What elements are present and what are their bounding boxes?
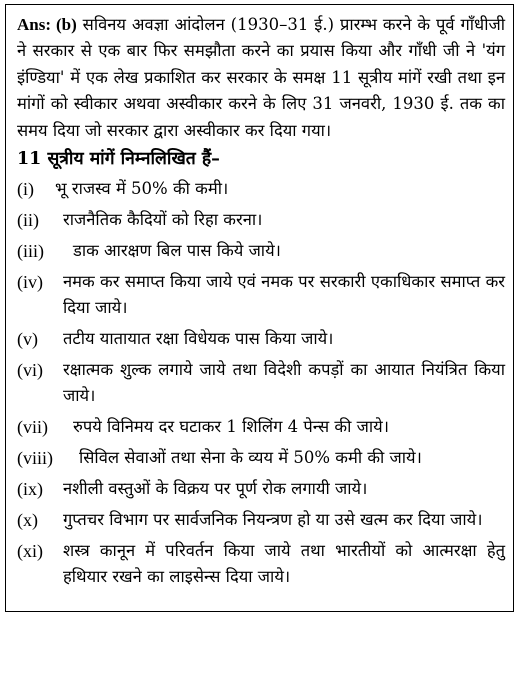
demand-item xyxy=(17,269,505,321)
demand-number: (viii) xyxy=(17,448,53,469)
demand-item xyxy=(17,476,505,502)
demand-number: (v) xyxy=(17,329,38,350)
answer-box xyxy=(5,4,514,612)
demand-number: (iii) xyxy=(17,241,44,262)
demand-number: (xi) xyxy=(17,541,43,562)
demand-text: सिविल सेवाओं तथा सेना के व्यय में 50% कमी की जाये। xyxy=(79,448,422,468)
demand-number: (iv) xyxy=(17,272,43,293)
answer-prefix: Ans: (b) xyxy=(17,15,77,34)
demand-item xyxy=(17,507,505,533)
demand-number: (ii) xyxy=(17,210,39,231)
demand-number: (vi) xyxy=(17,360,43,381)
demand-text: डाक आरक्षण बिल पास किये जाये। xyxy=(73,241,281,261)
demand-item xyxy=(17,176,505,202)
demand-number: (ix) xyxy=(17,479,43,500)
demands-list xyxy=(17,176,505,590)
demands-heading: 11 सूत्रीय मांगें निम्नलिखित हैं– xyxy=(17,149,220,170)
demand-text: रक्षात्मक शुल्क लगाये जाये तथा विदेशी कपड़ों का आयात नियंत्रित किया जाये। xyxy=(63,360,505,406)
demand-number: (i) xyxy=(17,179,34,200)
demand-item xyxy=(17,326,505,352)
demand-text: राजनैतिक कैदियों को रिहा करना। xyxy=(63,210,263,230)
demand-item xyxy=(17,445,505,471)
answer-intro-paragraph xyxy=(17,12,505,144)
demand-item xyxy=(17,414,505,440)
demand-item xyxy=(17,207,505,233)
demand-text: भू राजस्व में 50% की कमी। xyxy=(55,179,229,199)
demand-item xyxy=(17,357,505,409)
demand-number: (vii) xyxy=(17,417,48,438)
demand-text: गुप्तचर विभाग पर सार्वजनिक नियन्त्रण हो या उसे खत्म कर दिया जाये। xyxy=(63,510,483,530)
answer-intro-text: सविनय अवज्ञा आंदोलन (1930–31 ई.) प्रारम्भ करने के पूर्व गाँधीजी ने सरकार से एक बार फिर समझौता करने का प्रयास किया और गाँधी जी ने 'यंग इंण्डिया' में एक लेख प्रकाशित कर सरकार के समक्ष 11 सूत्रीय मांगें रखी तथा इन मांगों को स्वीकार अथवा अस्वीकार करने के लिए 31 जनवरी, 1930 ई. तक का समय दिया जो सरकार द्वारा अस्वीकार कर दिया गया। xyxy=(17,15,505,140)
demand-item xyxy=(17,238,505,264)
demand-item xyxy=(17,538,505,590)
demand-text: शस्त्र कानून में परिवर्तन किया जाये तथा भारतीयों को आत्मरक्षा हेतु हथियार रखने का लाइसेन्स दिया जाये। xyxy=(63,541,505,587)
demand-text: तटीय यातायात रक्षा विधेयक पास किया जाये। xyxy=(63,329,334,349)
demand-text: नमक कर समाप्त किया जाये एवं नमक पर सरकारी एकाधिकार समाप्त कर दिया जाये। xyxy=(63,272,505,318)
demand-number: (x) xyxy=(17,510,38,531)
demand-text: नशीली वस्तुओं के विक्रय पर पूर्ण रोक लगायी जाये। xyxy=(63,479,368,499)
demand-text: रुपये विनिमय दर घटाकर 1 शिलिंग 4 पेन्स की जाये। xyxy=(73,417,389,437)
